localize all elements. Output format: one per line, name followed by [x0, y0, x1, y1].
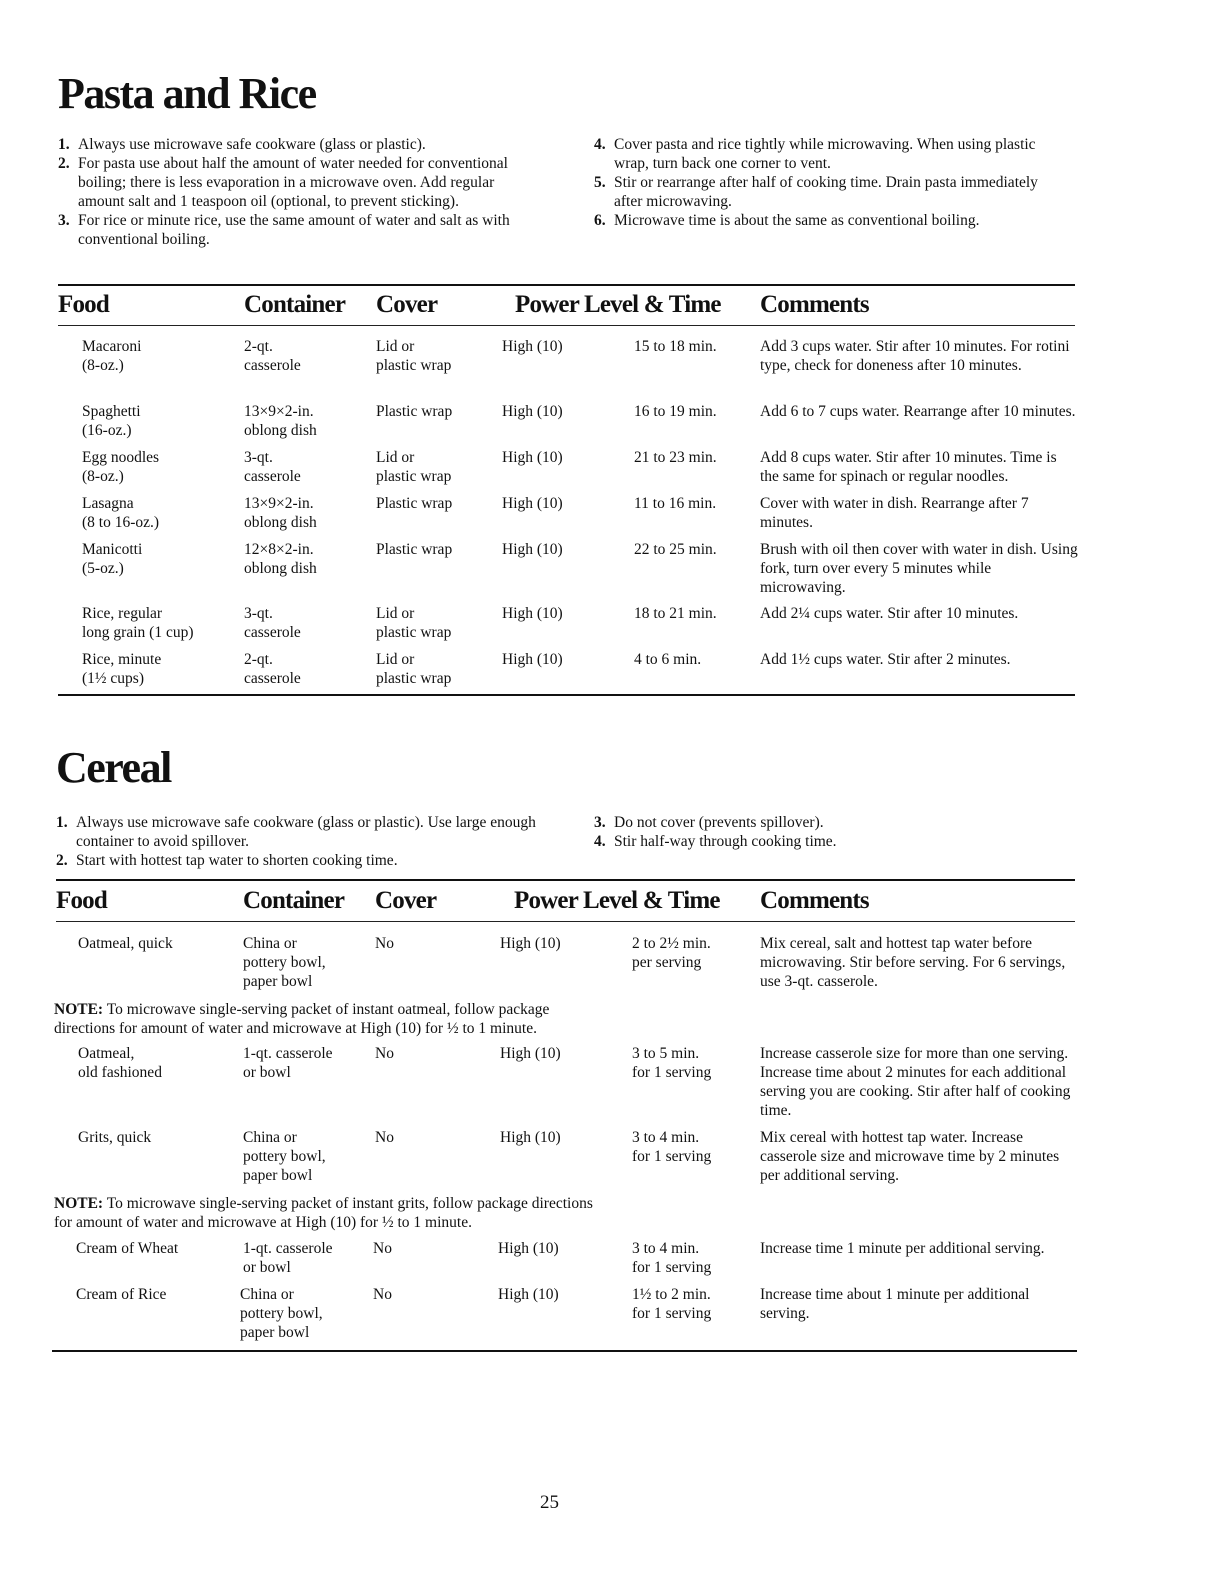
time-cell: 3 to 4 min. for 1 serving: [632, 1129, 712, 1165]
time-cell: 2 to 2½ min. per serving: [632, 935, 711, 971]
comments-cell: Add 1½ cups water. Stir after 2 minutes.: [760, 651, 1011, 668]
cereal-note: 3. Do not cover (prevents spillover).: [594, 814, 824, 831]
pasta-header-comments: Comments: [760, 291, 869, 318]
cover-cell: Plastic wrap: [376, 541, 453, 558]
cereal-header-rule: [56, 921, 1075, 922]
pasta-section-title: Pasta and Rice: [58, 69, 316, 118]
time-cell: 15 to 18 min.: [634, 338, 717, 355]
power-cell: High (10): [502, 338, 563, 355]
cereal-note: 4. Stir half-way through cooking time.: [594, 833, 837, 850]
time-cell: 11 to 16 min.: [634, 495, 717, 512]
pasta-note: 1. Always use microwave safe cookware (glass or plastic).: [58, 136, 426, 153]
container-cell: 1-qt. casserole or bowl: [243, 1045, 333, 1081]
grits-packet-note: [54, 1194, 614, 1232]
time-cell: 3 to 5 min. for 1 serving: [632, 1045, 712, 1081]
note-label: NOTE:: [54, 1195, 104, 1212]
pasta-header-container: Container: [244, 291, 346, 318]
food-cell: Spaghetti (16-oz.): [82, 403, 141, 439]
cover-cell: Plastic wrap: [376, 403, 453, 420]
cereal-header-food: Food: [56, 887, 107, 914]
pasta-note: 2. For pasta use about half the amount of water needed for conventional boiling; there is less evaporation in a microwave oven. Add regular amount salt and 1 teaspoon oil (optional, to prevent sticking).: [58, 155, 508, 210]
power-cell: High (10): [498, 1286, 559, 1303]
power-cell: High (10): [502, 541, 563, 558]
power-cell: High (10): [502, 495, 563, 512]
comments-cell: Brush with oil then cover with water in dish. Using fork, turn over every 5 minutes while microwaving.: [760, 541, 1078, 596]
container-cell: 12×8×2-in. oblong dish: [244, 541, 317, 577]
pasta-note: 5. Stir or rearrange after half of cooking time. Drain pasta immediately after microwaving.: [594, 174, 1038, 210]
food-cell: Macaroni (8-oz.): [82, 338, 142, 374]
time-cell: 3 to 4 min. for 1 serving: [632, 1240, 712, 1276]
cereal-note: 2. Start with hottest tap water to shorten cooking time.: [56, 852, 398, 869]
comments-cell: Cover with water in dish. Rearrange after 7 minutes.: [760, 495, 1029, 531]
pasta-header-food: Food: [58, 291, 109, 318]
cereal-notes-left: [56, 813, 556, 870]
cover-cell: No: [375, 935, 394, 952]
cover-cell: Lid or plastic wrap: [376, 651, 452, 687]
oatmeal-packet-note: [54, 1000, 614, 1038]
food-cell: Grits, quick: [78, 1129, 152, 1146]
cereal-header-cover: Cover: [375, 887, 437, 914]
food-cell: Manicotti (5-oz.): [82, 541, 143, 577]
food-cell: Rice, minute (1½ cups): [82, 651, 162, 687]
time-cell: 16 to 19 min.: [634, 403, 717, 420]
food-cell: Egg noodles (8-oz.): [82, 449, 160, 485]
comments-cell: Increase casserole size for more than one serving. Increase time about 2 minutes for each additional serving you are cooking. Stir after half of cooking time.: [760, 1045, 1071, 1119]
power-cell: High (10): [500, 1129, 561, 1146]
power-cell: High (10): [502, 605, 563, 622]
food-cell: Lasagna (8 to 16-oz.): [82, 495, 160, 531]
cereal-notes-right: [594, 813, 1054, 851]
food-cell: Cream of Rice: [76, 1286, 167, 1303]
pasta-note: 6. Microwave time is about the same as conventional boiling.: [594, 212, 980, 229]
power-cell: High (10): [500, 1045, 561, 1062]
container-cell: 3-qt. casserole: [244, 605, 301, 641]
pasta-table-top-rule: [58, 284, 1075, 286]
time-cell: 18 to 21 min.: [634, 605, 717, 622]
container-cell: 2-qt. casserole: [244, 651, 301, 687]
comments-cell: Add 8 cups water. Stir after 10 minutes. Time is the same for spinach or regular noodles.: [760, 449, 1057, 485]
container-cell: 13×9×2-in. oblong dish: [244, 403, 317, 439]
note-text: To microwave single-serving packet of instant oatmeal, follow package directions for amount of water and microwave at High (10) for ½ to 1 minute.: [54, 1001, 550, 1037]
food-cell: Oatmeal, old fashioned: [78, 1045, 162, 1081]
power-cell: High (10): [502, 651, 563, 668]
cover-cell: No: [373, 1286, 392, 1303]
time-cell: 1½ to 2 min. for 1 serving: [632, 1286, 712, 1322]
cover-cell: Lid or plastic wrap: [376, 449, 452, 485]
container-cell: China or pottery bowl, paper bowl: [243, 935, 326, 990]
pasta-notes-right: [594, 135, 1054, 230]
food-cell: Rice, regular long grain (1 cup): [82, 605, 194, 641]
power-cell: High (10): [502, 449, 563, 466]
container-cell: 3-qt. casserole: [244, 449, 301, 485]
cereal-note: 1. Always use microwave safe cookware (glass or plastic). Use large enough container to avoid spillover.: [56, 814, 536, 850]
power-cell: High (10): [500, 935, 561, 952]
note-text: To microwave single-serving packet of instant grits, follow package directions for amount of water and microwave at High (10) for ½ to 1 minute.: [54, 1195, 593, 1231]
cereal-table-bottom-rule: [52, 1350, 1077, 1352]
cover-cell: Lid or plastic wrap: [376, 605, 452, 641]
container-cell: China or pottery bowl, paper bowl: [243, 1129, 326, 1184]
time-cell: 22 to 25 min.: [634, 541, 717, 558]
cereal-header-comments: Comments: [760, 887, 869, 914]
food-cell: Cream of Wheat: [76, 1240, 179, 1257]
pasta-header-power: Power Level & Time: [515, 291, 721, 318]
power-cell: High (10): [502, 403, 563, 420]
cereal-header-power: Power Level & Time: [514, 887, 720, 914]
note-label: NOTE:: [54, 1001, 104, 1018]
comments-cell: Add 3 cups water. Stir after 10 minutes. For rotini type, check for doneness after 10 minutes.: [760, 338, 1070, 374]
pasta-header-rule: [58, 325, 1075, 326]
power-cell: High (10): [498, 1240, 559, 1257]
pasta-table-bottom-rule: [58, 694, 1075, 696]
page-number: 25: [540, 1492, 559, 1513]
cover-cell: No: [375, 1045, 394, 1062]
comments-cell: Add 2¼ cups water. Stir after 10 minutes.: [760, 605, 1019, 622]
comments-cell: Mix cereal with hottest tap water. Increase casserole size and microwave time by 2 minutes per additional serving.: [760, 1129, 1060, 1184]
cover-cell: Lid or plastic wrap: [376, 338, 452, 374]
cover-cell: No: [375, 1129, 394, 1146]
time-cell: 21 to 23 min.: [634, 449, 717, 466]
cereal-table-top-rule: [56, 879, 1075, 881]
cereal-header-container: Container: [243, 887, 345, 914]
pasta-header-cover: Cover: [376, 291, 438, 318]
comments-cell: Add 6 to 7 cups water. Rearrange after 10 minutes.: [760, 403, 1076, 420]
food-cell: Oatmeal, quick: [78, 935, 173, 952]
cereal-section-title: Cereal: [56, 743, 171, 792]
pasta-note: 3. For rice or minute rice, use the same amount of water and salt as with conventional boiling.: [58, 212, 510, 248]
comments-cell: Mix cereal, salt and hottest tap water before microwaving. Stir before serving. For 6 servings, use 3-qt. casserole.: [760, 935, 1066, 990]
container-cell: 13×9×2-in. oblong dish: [244, 495, 317, 531]
comments-cell: Increase time 1 minute per additional serving.: [760, 1240, 1045, 1257]
cover-cell: Plastic wrap: [376, 495, 453, 512]
time-cell: 4 to 6 min.: [634, 651, 702, 668]
pasta-note: 4. Cover pasta and rice tightly while microwaving. When using plastic wrap, turn back one corner to vent.: [594, 136, 1036, 172]
container-cell: 2-qt. casserole: [244, 338, 301, 374]
container-cell: 1-qt. casserole or bowl: [243, 1240, 333, 1276]
comments-cell: Increase time about 1 minute per additional serving.: [760, 1286, 1030, 1322]
cover-cell: No: [373, 1240, 392, 1257]
container-cell: China or pottery bowl, paper bowl: [240, 1286, 323, 1341]
pasta-notes-left: [58, 135, 543, 249]
